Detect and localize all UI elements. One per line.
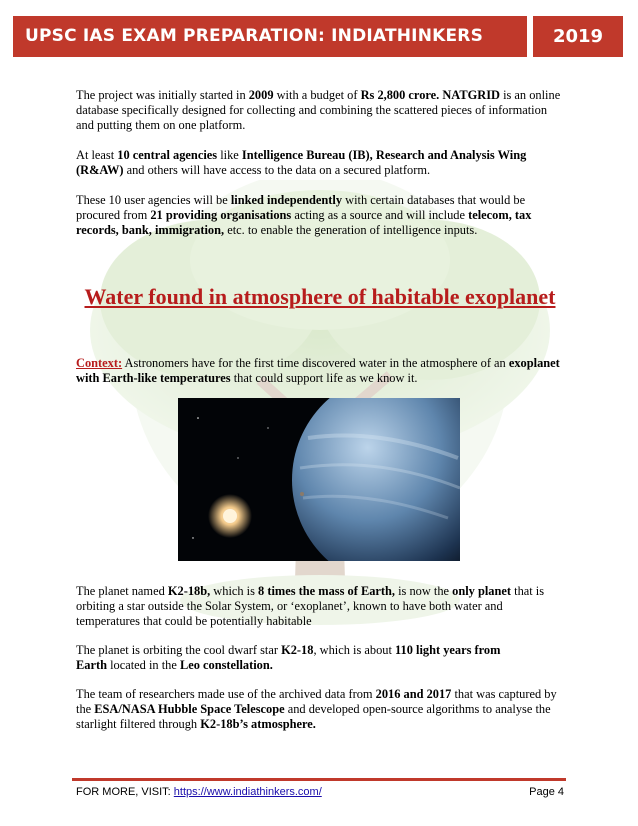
page-number: Page 4: [529, 786, 564, 798]
planet-paragraph: The planet named K2-18b, which is 8 times the mass of Earth, is now the only planet that is orbiting a star outside the Solar System, or ‘exoplanet’, known to have both water and temperatures that could be potentially habitable: [76, 584, 545, 628]
star-paragraph: The planet is orbiting the cool dwarf star K2-18, which is about 110 light years from Earth located in the Leo constellation.: [76, 643, 501, 672]
page-header: [13, 16, 623, 57]
website-link[interactable]: https://www.indiathinkers.com/: [173, 786, 322, 798]
header-title: UPSC IAS EXAM PREPARATION: INDIATHINKERS: [13, 16, 527, 57]
intro-section: [76, 88, 564, 253]
agencies-paragraph: At least 10 central agencies like Intelligence Bureau (IB), Research and Analysis Wing (R&AW) and others will have access to the data on a secured platform.: [76, 148, 527, 177]
context-paragraph: Context: Astronomers have for the first time discovered water in the atmosphere of an exoplanet with Earth-like temperatures that could support life as we know it.: [76, 356, 560, 385]
footer-visit: FOR MORE, VISIT: https://www.indiathinkers.com/: [76, 786, 322, 798]
user-agencies-paragraph: These 10 user agencies will be linked independently with certain databases that would be procured from 21 providing organisations acting as a source and will include telecom, tax records, bank, immigration, etc. to enable the generation of intelligence inputs.: [76, 193, 532, 237]
natgrid-paragraph: The project was initially started in 2009 with a budget of Rs 2,800 crore. NATGRID is an online database specifically designed for collecting and combining the scattered pieces of information and putting them on one platform.: [76, 88, 561, 132]
research-paragraph: The team of researchers made use of the archived data from 2016 and 2017 that was captured by the ESA/NASA Hubble Space Telescope and developed open-source algorithms to analyse the starlight filtered through K2-18b’s atmosphere.: [76, 687, 557, 731]
planet-details-section: [76, 584, 564, 746]
page-footer: [76, 786, 564, 798]
article-title: Water found in atmosphere of habitable exoplanet: [84, 284, 556, 309]
exoplanet-illustration: [178, 398, 460, 561]
context-label: Context:: [76, 356, 123, 370]
header-year: 2019: [533, 16, 623, 57]
footer-divider: [72, 778, 566, 781]
